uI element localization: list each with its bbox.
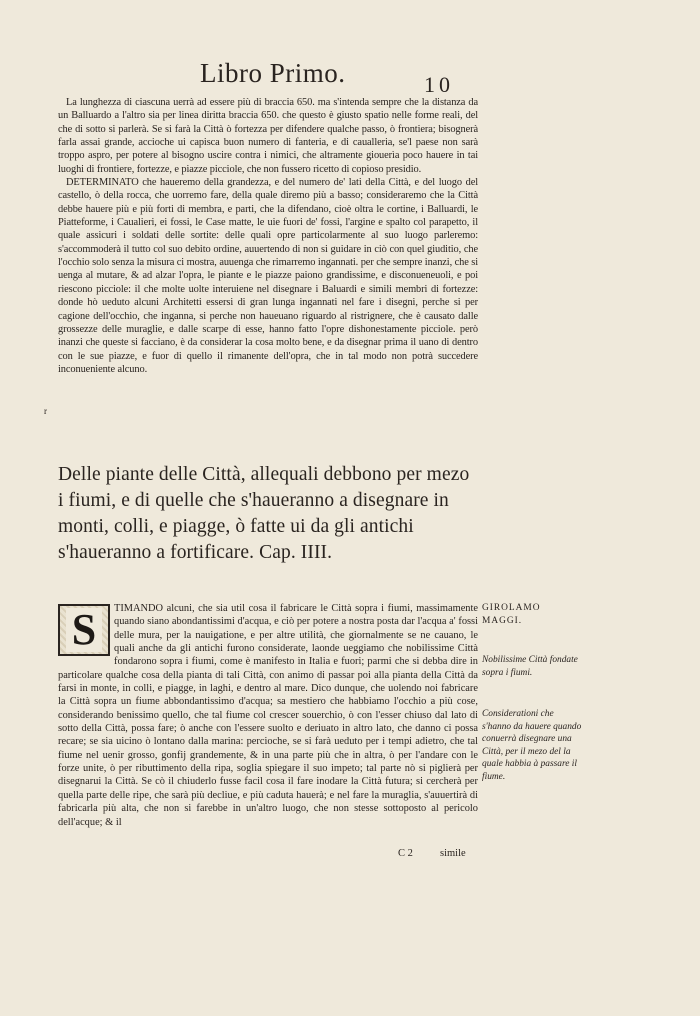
body-text: [58, 96, 478, 376]
drop-cap-letter: S: [66, 608, 102, 652]
marginal-author: GIROLAMO MAGGI.: [482, 603, 541, 626]
chapter-title: Delle piante delle Città, allequali debbono per mezo i fiumi, e di quelle che s'haueranno a disegnare in monti, colli, e piagge, ò fatte ui da gli antichi s'haueranno a fortificare. Cap. IIII.: [58, 464, 470, 563]
chapter-body: [58, 602, 478, 829]
drop-cap: [58, 604, 110, 656]
marginal-note-2: Considerationi che s'hanno da hauere quando conuerrà disegnare una Città, per il mezo del la quale habbia à passare il fiume.: [482, 709, 582, 782]
marginal-note-1: Nobilissime Città fondate sopra i fiumi.: [482, 655, 578, 678]
chapter-text: TIMANDO alcuni, che sia util cosa il fabricare le Città sopra i fiumi, massimamente quando siano abondantissimi d'acqua, e ciò per potere a nostra posta dar l'acqua a' fossi delle mura, per la nauigatione, e per altre utilità, che giornalmente se ne cauano, le quali anche da gli antichi furono considerate, laonde ueggiamo che nobilissime Città fondarono sopra i fiumi, come è manifesto in Italia e fuori; parmi che si debba dire in particolare qualche cosa della pianta di tali Città, con animo di passar poi alla pianta della Città da farsi in monte, in colli, e piagge, in laghi, e dentro al mare. Dico dunque, che uolendo noi fabricare la Città sopra un fiume abbondantissimo d'acqua; sa mestiero che habbiamo l'occhio a più cose, considerando benissimo quello, che tal fiume col crescer souerchio, ò con l'esser chiuso dal lato di sotto della Città, possa fare; ò anche con l'essere suolto e deriuato in altro lato, che danno ci possa recare; se sia uicino ò lontano dalla marina: percioche, se si farà ueduto per i tempi adietro, che tal fiume nel uenir grosso, gonfij grandemente, & in una parte più che in altra, ò per l'andare con le forze unite, ò per ributtimento della ripa, soglia spiegare il suo impeto; tal parte nò si piglierà per disegnarui la Città. Se cò il chiuderlo fusse facil cosa il fare inodare la Città futura; si cercherà per quella parte delle ripe, che sarà più decliue, e più caduta hauerà; e nel fare la muraglia, s'auuertirà di fabricarla più alta, che non si farebbe in un'altro luogo, che non stesse sottoposto al pericolo dell'acque; & il: [58, 603, 478, 828]
margin-mark: r: [44, 406, 47, 416]
paragraph-1: La lunghezza di ciascuna uerrà ad essere più di braccia 650. ma s'intenda sempre che la distanza da un Balluardo a l'altro sia per linea diritta braccia 650. che questo è giusto spatio nelle forme reali, del che di sotto si parlerà. Se si farà la Città ò fortezza per difendere qualche passo, ò frontiera; bisognerà farla assai grande, accioche ui capisca buon numero di fanteria, e di caualleria, se'l paese non sarà troppo aspro, per potere al bisogno uscire contra i nimici, che altramente giouerìa poco hauere in tai luoghi di frontiere, fortezze, e piazze picciole, che non fussero ricetto di copioso presidio.: [58, 97, 478, 175]
paragraph-2: DETERMINATO che haueremo della grandezza, e del numero de' lati della Città, e del luogo del castello, ò della rocca, che uorremo fare, della quale diremo più a basso; consideraremo che la Città debbe hauere più e più forti di membra, e parti, che la difendano, cioè oltra le cortine, i Balluardi, le Piatteforme, i Caualieri, ei fossi, le Case matte, le uie fuori de' fossi, l'argine e spalto col parapetto, il quale assicuri i soldati delle sortite: delle quali opre particolarmente al suo luogo parleremo: s'accommoderà il tutto col suo debito ordine, auuertendo di non si guidare in ciò con quel giuditio, che l'occhio solo senza la misura ci mostra, auuenga che rimarremo ingannati. per che sempre inanzi, che si uenga al mutare, & ad alzar l'opra, le piante e le piazze paiono grandissime, e disconueneuoli, e poi riescono picciole: il che molte uolte interuiene nel disegnare i Baluardi e simili membri di fortezze: donde hò ueduto alcuni Architetti essersi di gran lunga ingannati nel fare i disegni, perche si per cagione dell'occhio, che inganna, si perche non haueuano riguardo al ristrignere, che è causato dalle grossezze delle muraglie, e dalle scarpe di esse, hanno fatto l'opre dishonestamente picciole. però inanzi che queste si facciano, è da considerar la cosa molto bene, e da disegnar prima il uano di dentro con le sue piazze, e fuor di quello il rimanente dell'opra, che in tal modo non potrà succedere inconueniente alcuno.: [58, 177, 478, 375]
page-number: 10: [424, 72, 454, 97]
running-head: Libro Primo.: [200, 58, 346, 88]
catchword: simile: [440, 848, 466, 859]
signature-mark: C 2: [398, 848, 413, 859]
